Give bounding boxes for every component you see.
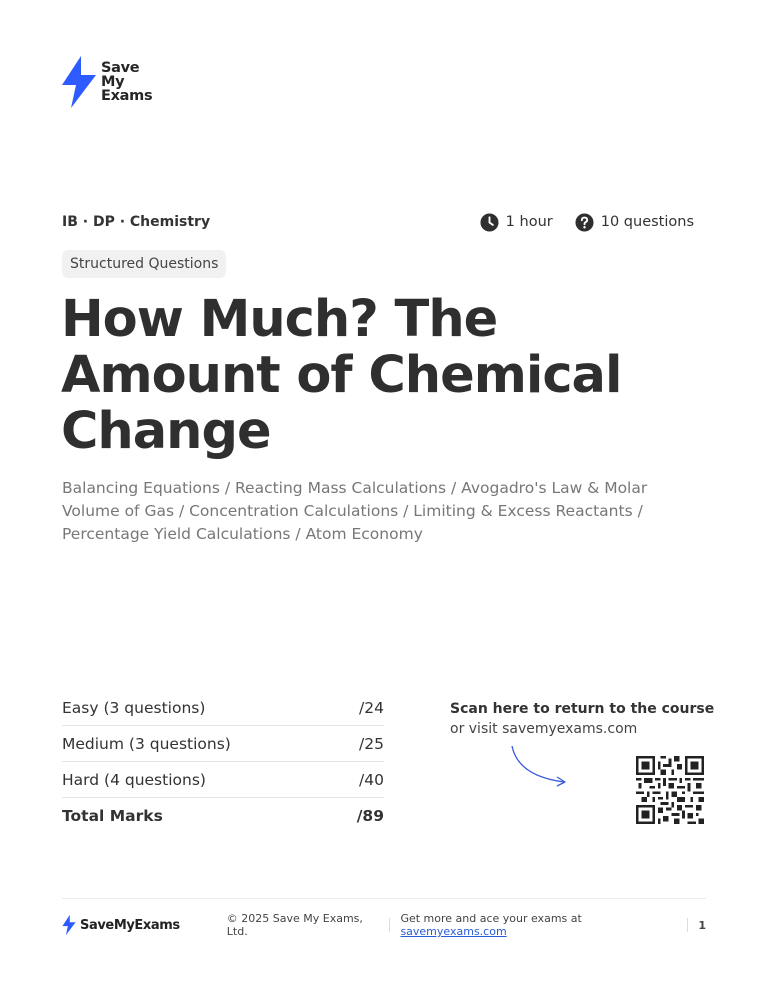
- logo-line-exams: Exams: [101, 88, 153, 104]
- logo-line-my: My: [101, 74, 125, 90]
- logo-text: [101, 61, 152, 103]
- marks-row-value: /25: [359, 734, 384, 753]
- scan-block: [450, 701, 714, 737]
- page-title: How Much? The Amount of Chemical Change: [61, 290, 622, 461]
- marks-row-total: [62, 798, 384, 833]
- clock-icon: [480, 213, 499, 232]
- logo-line-save: Save: [101, 60, 140, 76]
- marks-row-value: /24: [359, 698, 384, 717]
- meta-row: [62, 212, 694, 232]
- stats: [480, 213, 694, 232]
- marks-row-label: Hard (4 questions): [62, 770, 206, 789]
- duration-label: 1 hour: [505, 214, 553, 230]
- savemyexams-link[interactable]: savemyexams.com: [400, 925, 507, 938]
- footer-cta-text: Get more and ace your exams at: [400, 912, 582, 925]
- questions-label: 10 questions: [600, 214, 694, 230]
- brand-logo: [61, 56, 152, 108]
- footer-divider: [62, 898, 706, 899]
- footer-separator: [687, 918, 688, 932]
- footer-separator: [389, 918, 390, 932]
- qr-code-icon[interactable]: [633, 756, 707, 824]
- footer-cta: [400, 912, 677, 938]
- scan-title: Scan here to return to the course: [450, 701, 715, 717]
- question-type-tag: Structured Questions: [62, 250, 226, 278]
- question-icon: [575, 213, 594, 232]
- lightning-bolt-icon: [62, 914, 76, 936]
- duration-stat: [480, 213, 553, 232]
- marks-row-hard: [62, 762, 384, 798]
- copyright-text: © 2025 Save My Exams, Ltd.: [226, 912, 363, 938]
- scan-subtitle: or visit savemyexams.com: [450, 721, 638, 737]
- page-number: 1: [698, 918, 706, 932]
- breadcrumb: IB · DP · Chemistry: [62, 214, 211, 230]
- footer-brand-name: SaveMyExams: [80, 917, 180, 933]
- footer-logo: [62, 914, 180, 936]
- marks-row-label: Easy (3 questions): [62, 698, 206, 717]
- topic-list: Balancing Equations / Reacting Mass Calculations / Avogadro's Law & Molar Volume of Gas / Concentration Calculations / Limiting & Excess Reactants / Percentage Yield Calculations / Atom Economy: [62, 479, 648, 543]
- footer: [62, 912, 706, 938]
- marks-row-medium: [62, 726, 384, 762]
- marks-row-easy: [62, 690, 384, 726]
- curved-arrow-icon: [508, 744, 570, 788]
- lightning-bolt-icon: [61, 56, 97, 108]
- total-value: /89: [356, 806, 384, 825]
- marks-row-value: /40: [359, 770, 384, 789]
- total-label: Total Marks: [62, 806, 163, 825]
- questions-stat: [575, 213, 694, 232]
- marks-row-label: Medium (3 questions): [62, 734, 231, 753]
- marks-table: [62, 690, 384, 833]
